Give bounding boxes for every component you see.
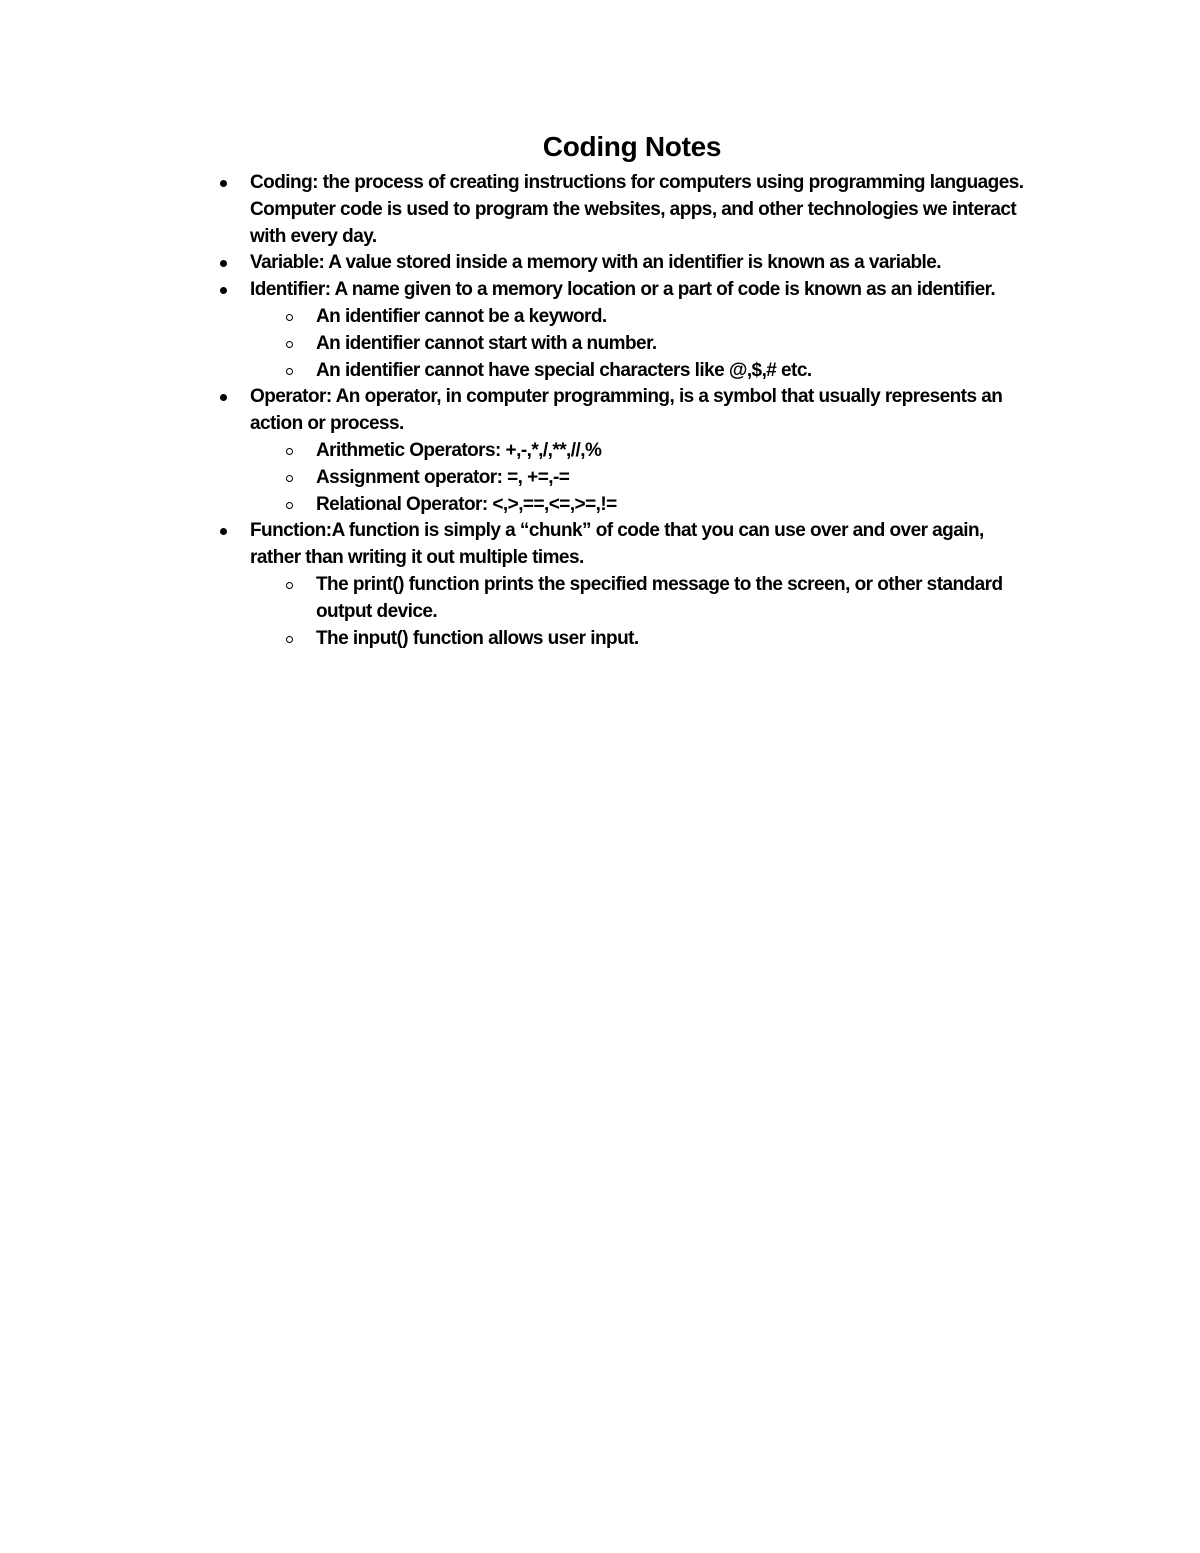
note-variable — [250, 250, 1030, 277]
sub-item — [316, 492, 1030, 519]
sub-item-text: Assignment operator: =, +=,-= — [316, 466, 570, 488]
sub-item — [316, 438, 1030, 465]
note-text: Variable: A value stored inside a memory with an identifier is known as a variable. — [250, 252, 942, 274]
sub-item-text: An identifier cannot have special characters like @,$,# etc. — [316, 359, 812, 381]
sub-item — [316, 331, 1030, 358]
sub-item — [316, 572, 1030, 626]
note-function — [250, 518, 1030, 652]
sub-item — [316, 358, 1030, 385]
sub-item-text: Relational Operator: <,>,==,<=,>=,!= — [316, 493, 617, 515]
sub-item-text: An identifier cannot start with a number. — [316, 332, 657, 354]
notes-list — [250, 170, 1030, 652]
note-text: Operator: An operator, in computer programming, is a symbol that usually represents an action or process. — [250, 386, 1003, 435]
sub-item — [316, 304, 1030, 331]
sub-item-text: Arithmetic Operators: +,-,*,/,**,//,% — [316, 439, 602, 461]
sub-item-text: An identifier cannot be a keyword. — [316, 305, 607, 327]
hollow-bullet-icon — [286, 636, 293, 643]
bullet-icon — [220, 528, 227, 535]
note-text: Coding: the process of creating instructions for computers using programming languages. Computer code is used to program the websites, apps, and other technologies we interact with every day. — [250, 172, 1024, 247]
bullet-icon — [220, 394, 227, 401]
note-text: Function:A function is simply a “chunk” of code that you can use over and over again, rather than writing it out multiple times. — [250, 520, 984, 569]
hollow-bullet-icon — [286, 582, 293, 589]
hollow-bullet-icon — [286, 368, 293, 375]
bullet-icon — [220, 180, 227, 187]
note-operator — [250, 384, 1030, 518]
function-subitems — [250, 572, 1030, 652]
note-text: Identifier: A name given to a memory location or a part of code is known as an identifier. — [250, 279, 996, 301]
hollow-bullet-icon — [286, 475, 293, 482]
note-coding — [250, 170, 1030, 250]
operator-subitems — [250, 438, 1030, 518]
sub-item-text: The input() function allows user input. — [316, 627, 639, 649]
note-identifier — [250, 277, 1030, 384]
bullet-icon — [220, 287, 227, 294]
bullet-icon — [220, 260, 227, 267]
hollow-bullet-icon — [286, 448, 293, 455]
page-title: Coding Notes — [542, 131, 722, 162]
sub-item-text: The print() function prints the specified message to the screen, or other standard output device. — [316, 573, 1003, 622]
identifier-subitems — [250, 304, 1030, 384]
hollow-bullet-icon — [286, 341, 293, 348]
hollow-bullet-icon — [286, 314, 293, 321]
sub-item — [316, 626, 1030, 653]
sub-item — [316, 465, 1030, 492]
hollow-bullet-icon — [286, 502, 293, 509]
